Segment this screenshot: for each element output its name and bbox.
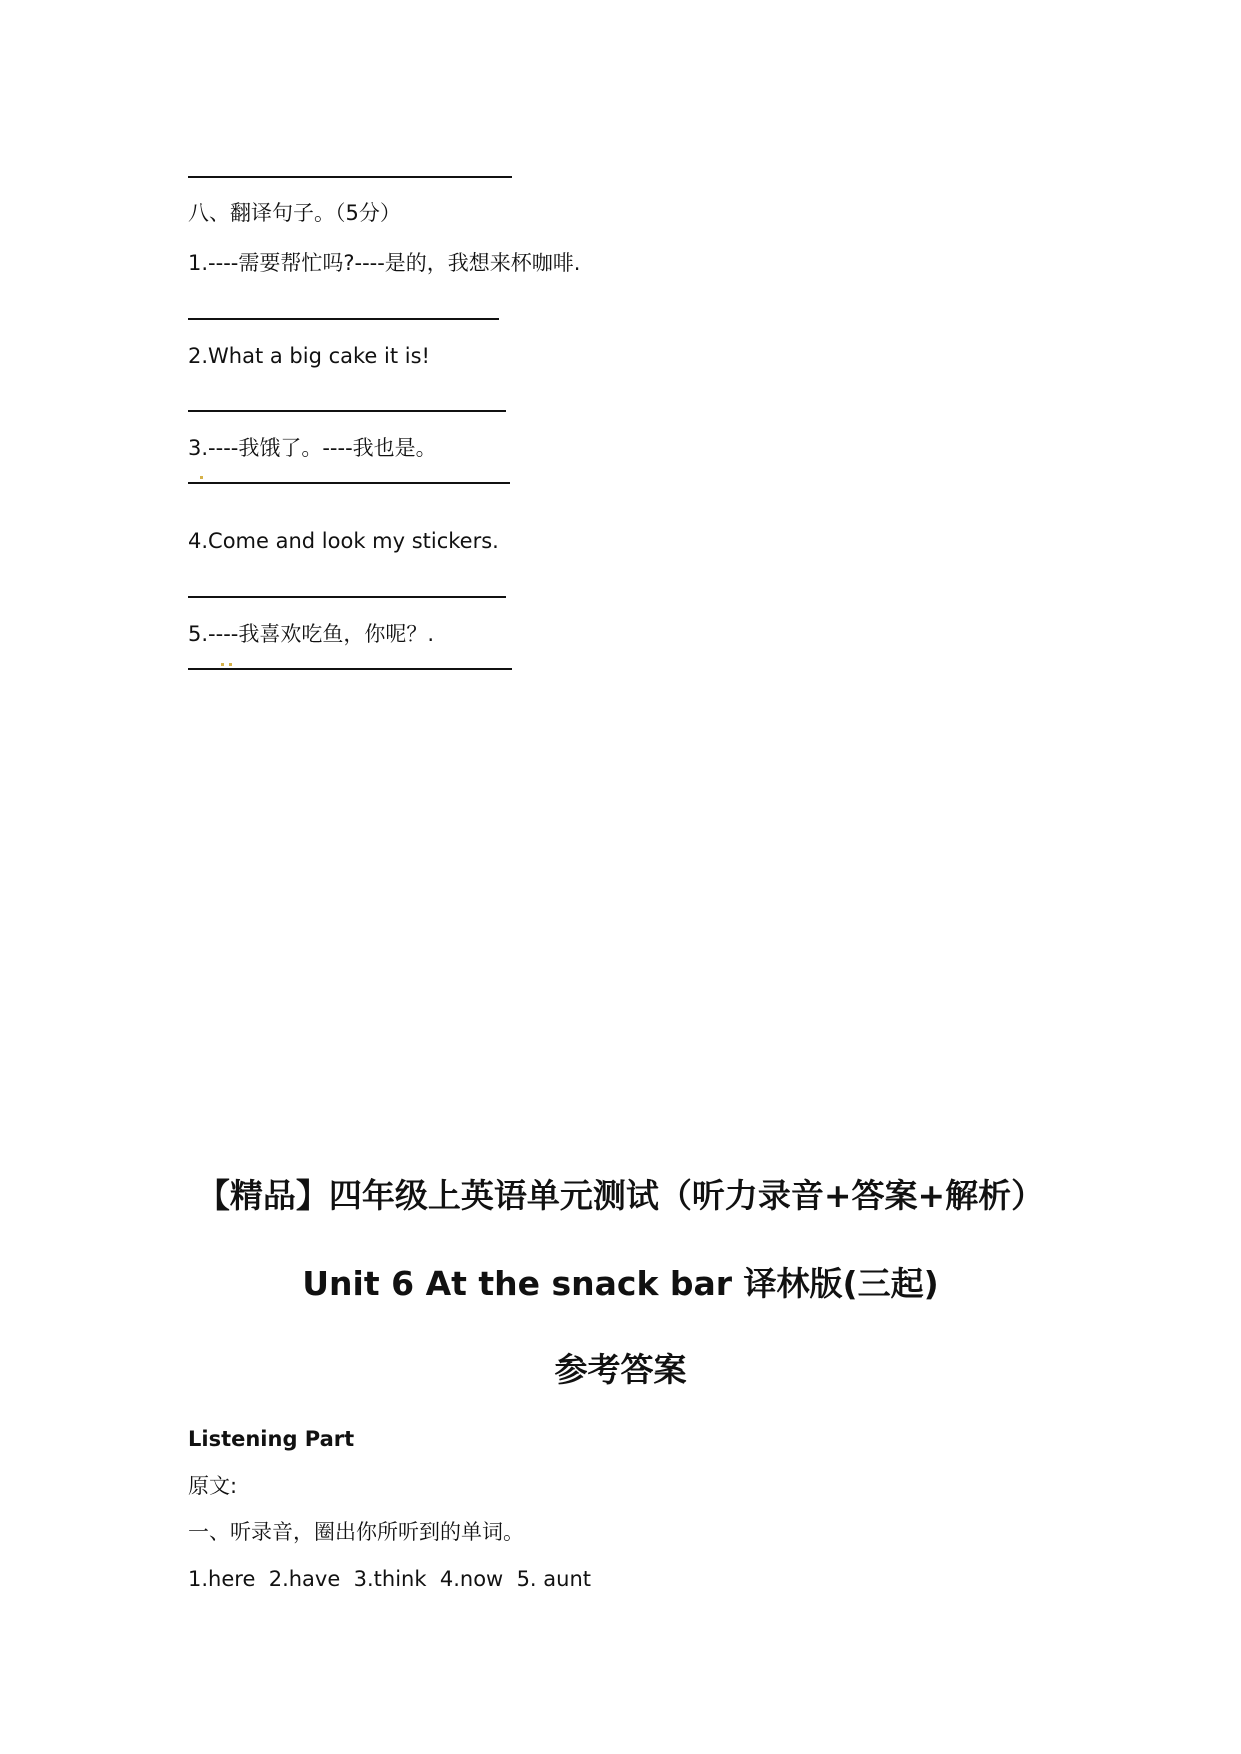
question-item-4: 4.Come and look my stickers.	[188, 529, 499, 553]
question-item-5: 5.----我喜欢吃鱼，你呢？.	[188, 622, 435, 646]
answer-line-2	[188, 410, 506, 412]
speck-mark	[229, 663, 232, 666]
question-item-1: 1.----需要帮忙吗?----是的，我想来杯咖啡.	[188, 251, 581, 275]
question-item-2: 2.What a big cake it is!	[188, 344, 430, 368]
section-1-answers: 1.here 2.have 3.think 4.now 5. aunt	[188, 1567, 592, 1591]
answer-key-title: 参考答案	[554, 1350, 687, 1389]
section-1-heading: 一、听录音，圈出你所听到的单词。	[188, 1520, 524, 1544]
doc-subtitle: Unit 6 At the snack bar 译林版(三起)	[302, 1264, 939, 1303]
answer-line-3	[188, 482, 510, 484]
speck-mark	[221, 663, 224, 666]
transcript-label: 原文:	[188, 1474, 238, 1498]
question-item-3: 3.----我饿了。----我也是。	[188, 436, 437, 460]
listening-part-label: Listening Part	[188, 1427, 355, 1451]
section-heading: 八、翻译句子。（5分）	[188, 201, 401, 225]
answer-line	[188, 176, 512, 178]
answer-line-5	[188, 668, 512, 670]
speck-mark	[200, 476, 203, 479]
answer-line-4	[188, 596, 506, 598]
answer-line-1	[188, 318, 499, 320]
doc-title: 【精品】四年级上英语单元测试（听力录音+答案+解析）	[196, 1176, 1045, 1215]
